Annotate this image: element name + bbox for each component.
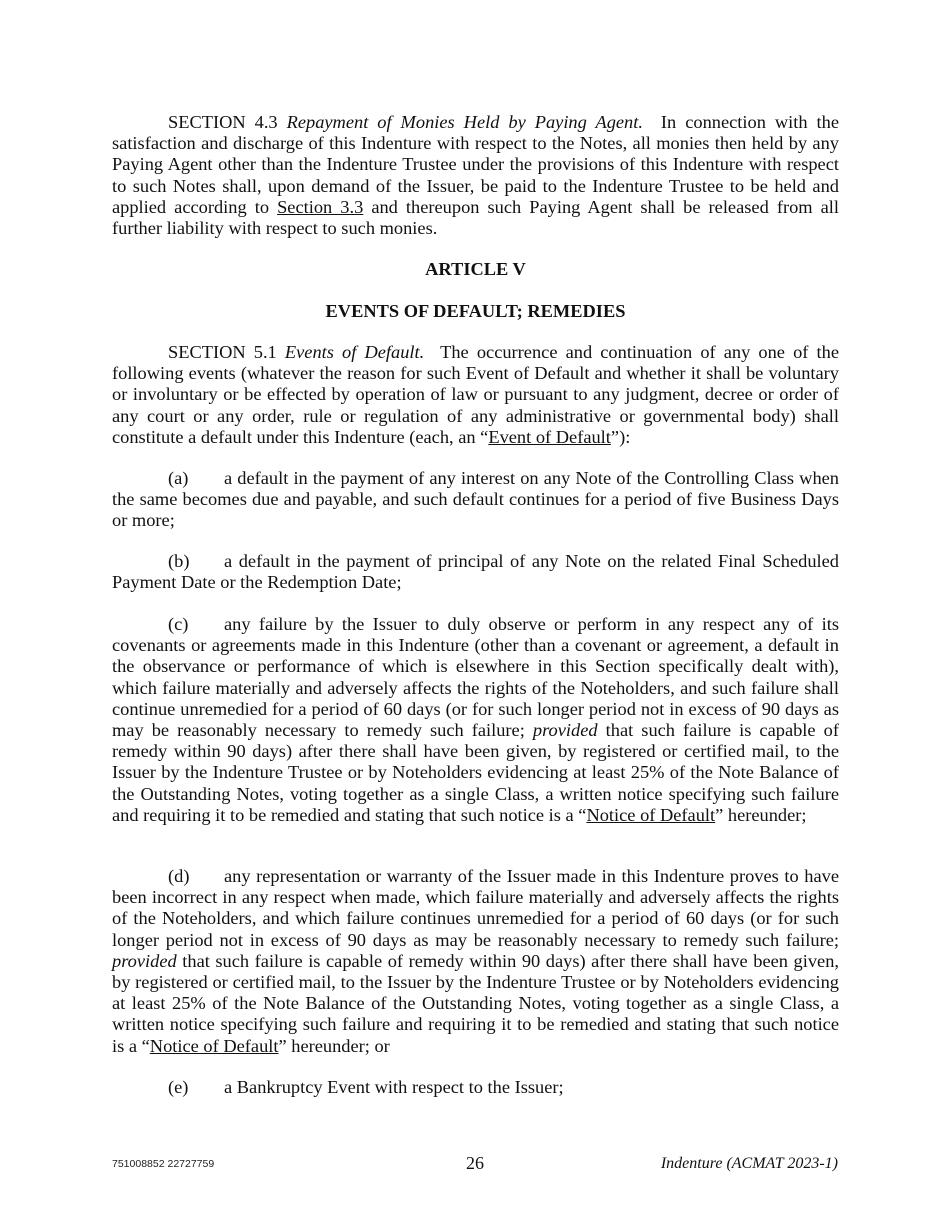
item-c-text-2: that such failure is capable of remedy within 90 days) after there shall have been given, by registered or certified mail, to the Issuer by the Indenture Trustee or by Noteholders evidencing at least 25% of the Note Balance of the Outstanding Notes, voting together as a single Class, a written notice specifying such failure and requiring it to be remedied and stating that such notice is a “	[112, 720, 839, 825]
section-4-3-title: Repayment of Monies Held by Paying Agent.	[286, 112, 643, 132]
item-b-label: (b)	[168, 551, 190, 571]
item-d-paragraph	[112, 866, 839, 1057]
footer-doc-id: 751008852 22727759	[112, 1158, 215, 1170]
item-c-paragraph	[112, 614, 839, 826]
footer-doc-title: Indenture (ACMAT 2023-1)	[660, 1155, 838, 1172]
section-5-1-text-1: The occurrence and continuation of any one of the following events (whatever the reason for such Event of Default and whether it shall be voluntary or involuntary or be effected by operation of law or pursuant to any judgment, decree or order of any court or any order, rule or regulation of any administrative or governmental body) shall constitute a default under this Indenture (each, an “	[112, 342, 839, 447]
item-a-label: (a)	[168, 468, 189, 488]
section-4-3-text-1: In connection with the satisfaction and discharge of this Indenture with respect to the Notes, all monies then held by any Paying Agent other than the Indenture Trustee under the provisions of this Indenture with respect to such Notes shall, upon demand of the Issuer, be paid to the Indenture Trustee to be held and applied according to	[112, 112, 840, 217]
item-a-paragraph	[112, 468, 839, 532]
item-e-text: a Bankruptcy Event with respect to the Issuer;	[224, 1077, 564, 1097]
item-c-text-1: any failure by the Issuer to duly observe or perform in any respect any of its covenants or agreements made in this Indenture (other than a covenant or agreement, a default in the observance or performance of which is elsewhere in this Section specifically dealt with), which failure materially and adversely affects the rights of the Noteholders, and such failure shall continue unremedied for a period of 60 days (or for such longer period not in excess of 90 days as may be reasonably necessary to remedy such failure;	[112, 614, 839, 741]
item-d-provided: provided	[112, 950, 177, 971]
section-5-1-title: Events of Default.	[284, 342, 425, 362]
item-b-text: a default in the payment of principal of any Note on the related Final Scheduled Payment Date or the Redemption Date;	[112, 551, 839, 593]
item-c-text-3: ” hereunder;	[715, 804, 807, 825]
item-e-label: (e)	[168, 1077, 189, 1097]
item-b-paragraph	[112, 551, 839, 593]
section-5-1-text-2: ”):	[610, 426, 631, 447]
article-heading: ARTICLE V	[425, 259, 526, 279]
item-c-notice-of-default-term: Notice of Default	[586, 804, 716, 825]
item-a-text: a default in the payment of any interest on any Note of the Controlling Class when the same becomes due and payable, and such default continues for a period of five Business Days or more;	[112, 468, 839, 531]
event-of-default-term: Event of Default	[488, 426, 611, 447]
item-d-notice-of-default-term: Notice of Default	[149, 1035, 279, 1056]
item-c-provided: provided	[532, 720, 598, 741]
section-4-3-text-2: and thereupon such Paying Agent shall be released from all further liability with respect to such monies.	[112, 196, 839, 239]
section-3-3-reference: Section 3.3	[277, 196, 364, 217]
item-c-label: (c)	[168, 614, 189, 634]
section-4-3-paragraph	[112, 112, 839, 239]
item-d-label: (d)	[168, 866, 190, 886]
section-5-1-number: SECTION 5.1	[168, 342, 277, 362]
section-5-1-paragraph	[112, 342, 839, 448]
section-4-3-number: SECTION 4.3	[168, 112, 278, 132]
article-subheading: EVENTS OF DEFAULT; REMEDIES	[325, 301, 626, 321]
item-e-paragraph	[112, 1077, 839, 1098]
footer-page-number: 26	[466, 1153, 484, 1173]
item-d-text-3: ” hereunder; or	[278, 1035, 390, 1056]
item-d-text-1: any representation or warranty of the Issuer made in this Indenture proves to have been incorrect in any respect when made, which failure materially and adversely affects the rights of the Noteholders, and which failure continues unremedied for a period of 60 days (or for such longer period not in excess of 90 days as may be reasonably necessary to remedy such failure;	[112, 866, 839, 950]
item-d-text-2: that such failure is capable of remedy within 90 days) after there shall have been given, by registered or certified mail, to the Issuer by the Indenture Trustee or by Noteholders evidencing at least 25% of the Note Balance of the Outstanding Notes, voting together as a single Class, a written notice specifying such failure and requiring it to be remedied and stating that such notice is a “	[112, 950, 839, 1056]
